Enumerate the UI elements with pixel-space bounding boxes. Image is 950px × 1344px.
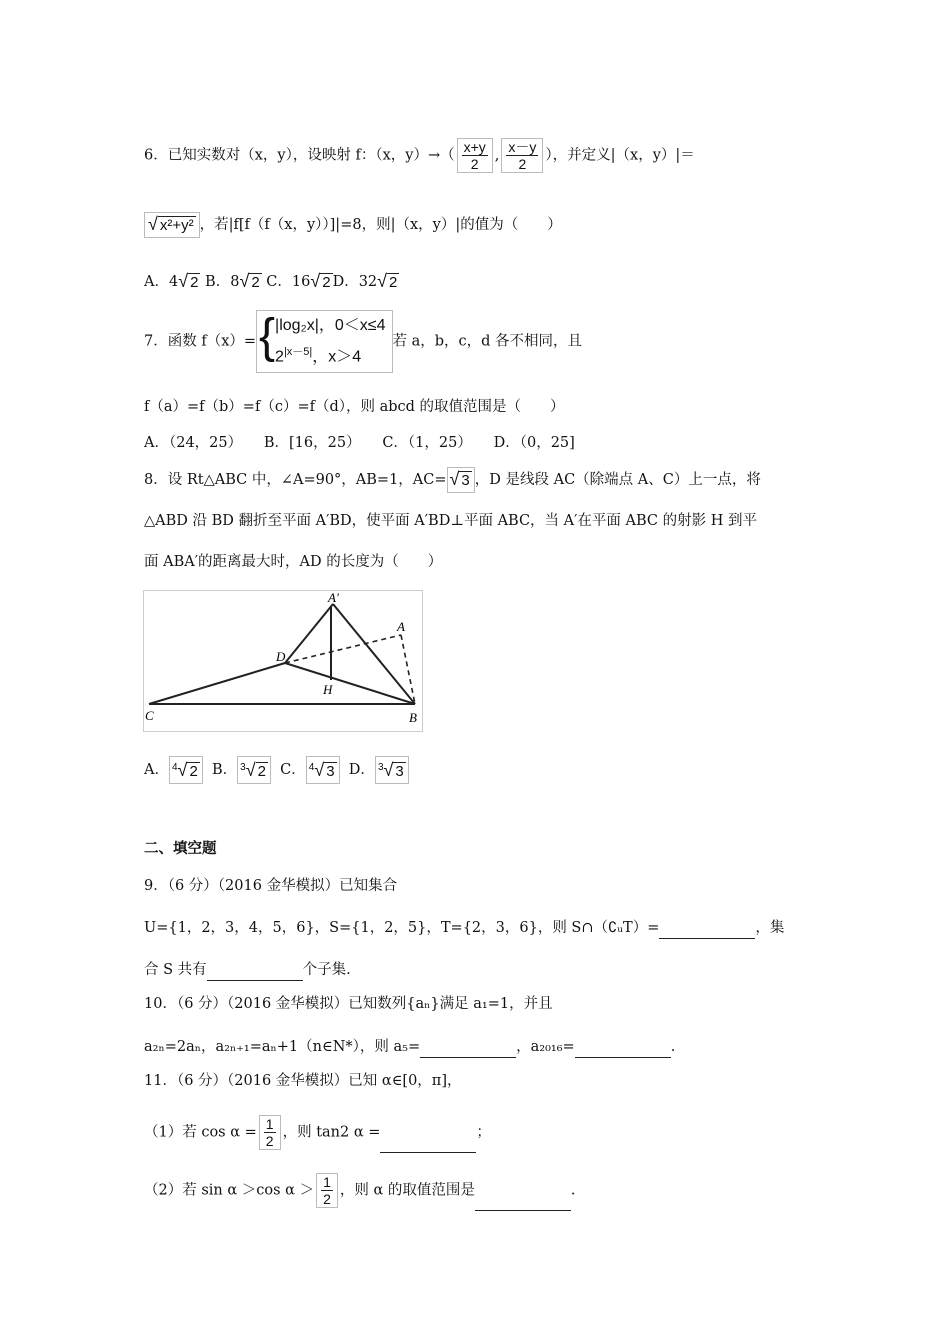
q7-line1 <box>144 310 582 373</box>
q6-opt-c: C．16 <box>266 274 311 290</box>
q7-piecewise <box>256 310 392 373</box>
q6-frac1-num: x+y <box>463 139 486 155</box>
q6-opt-a: A．4 <box>144 274 179 290</box>
q9-text-a: U={1，2，3，4，5，6}，S={1，2，5}，T={2，3，6}，则 S∩（∁ᵤT）= <box>144 920 660 936</box>
q10-line2 <box>144 1035 675 1058</box>
label-a-prime: A' <box>328 590 339 605</box>
label-d: D <box>276 649 286 664</box>
q9-text-b: ，集 <box>755 920 785 936</box>
q6-opt-d-sqrt: √ 2 <box>377 271 398 291</box>
q6-text-a: 6．已知实数对（x，y），设映射 f：（x，y）→（ <box>144 147 455 164</box>
q6-opt-c-rad: 2 <box>322 274 331 291</box>
q7-case2 <box>275 339 385 370</box>
q8-opt-a: A． <box>144 762 169 778</box>
q6-sqrt-expr: x²+y² <box>159 217 194 234</box>
q7-case1: |log₂x|，0＜x≤4 <box>275 317 386 334</box>
q10-text-c: . <box>670 1039 676 1055</box>
q11-p1-den: 2 <box>265 1133 274 1149</box>
q8-opt-c-root: $^4$√ 3 <box>306 756 340 784</box>
q11-p1-frac <box>259 1115 281 1150</box>
q6-options <box>144 270 399 294</box>
q7-prefix: 7．函数 f（x）= <box>144 333 257 350</box>
q9-line1: 9．（6 分）（2016 金华模拟）已知集合 <box>144 878 398 894</box>
q8-text-a: 8．设 Rt△ABC 中，∠A=90°，AB=1，AC= <box>144 472 447 488</box>
q6-frac2-den: 2 <box>518 156 527 172</box>
q8-figure <box>143 590 423 732</box>
q11-part1 <box>144 1112 491 1153</box>
q11-part2 <box>144 1170 576 1211</box>
q8-opt-a-root: $^4$√ 2 <box>169 756 203 784</box>
q6-sqrt: √ x²+y² <box>144 212 200 238</box>
q11-p2-frac <box>316 1173 338 1208</box>
q6-opt-b-sqrt: √ 2 <box>239 271 260 291</box>
q11-blank-1[interactable] <box>380 1112 476 1153</box>
q6-text-b: ），并定义|（x，y）|＝ <box>545 147 695 164</box>
q8-text-b: ，D 是线段 AC（除端点 A、C）上一点，将 <box>474 472 761 488</box>
q10-line1: 10．（6 分）（2016 金华模拟）已知数列{aₙ}满足 a₁=1，并且 <box>144 996 553 1012</box>
q8-opt-c-idx: 4 <box>308 762 315 773</box>
q8-opt-d-idx: 3 <box>377 762 384 773</box>
q8-line1 <box>144 467 761 493</box>
q7-case2-exp: |x－5| <box>283 346 313 358</box>
q11-p2-den: 2 <box>323 1191 331 1207</box>
q11-p2-text-b: ，则 α 的取值范围是 <box>339 1182 475 1199</box>
q9-text-d: 个子集. <box>302 962 351 978</box>
q9-text-c: 合 S 共有 <box>144 962 207 978</box>
q9-blank-2[interactable] <box>207 958 303 981</box>
q8-opt-c: C． <box>280 762 306 778</box>
q6-line2 <box>144 212 562 238</box>
q7-brace: { <box>259 310 276 363</box>
q8-opt-d-root: $^3$√ 3 <box>375 756 409 784</box>
q10-blank-1[interactable] <box>420 1035 516 1058</box>
q7-line2: f（a）=f（b）=f（c）=f（d），则 abcd 的取值范围是（ ） <box>144 399 565 415</box>
q11-p2-text-c: . <box>570 1182 576 1199</box>
q8-opt-b-rad: 2 <box>257 763 266 780</box>
q8-line3: 面 ABA′的距离最大时，AD 的长度为（ ） <box>144 554 443 570</box>
q8-opt-b-root: $^3$√ 2 <box>237 756 271 784</box>
label-a: A <box>397 619 405 634</box>
q10-text-a: a₂ₙ=2aₙ，a₂ₙ₊₁=aₙ+1（n∈N*），则 a₅= <box>144 1039 421 1055</box>
label-h: H <box>323 682 333 697</box>
q6-frac1-den: 2 <box>470 156 479 172</box>
q11-line1: 11．（6 分）（2016 金华模拟）已知 α∈[0，π]， <box>144 1073 462 1089</box>
q7-case2-tail: ，x＞4 <box>312 348 362 366</box>
q8-opt-d-rad: 3 <box>395 763 404 780</box>
q8-opt-a-rad: 2 <box>189 763 198 780</box>
q9-blank-1[interactable] <box>659 916 755 939</box>
q6-opt-c-sqrt: √ 2 <box>310 271 331 291</box>
q6-opt-a-rad: 2 <box>190 274 199 291</box>
q6-frac-2 <box>501 138 543 173</box>
q7-case2-base: 2 <box>275 348 284 366</box>
q8-ac-rad: 3 <box>461 472 470 489</box>
label-b: B <box>409 710 417 725</box>
q8-opt-d: D． <box>348 762 375 778</box>
q7-suffix: 若 a，b，c，d 各不相同，且 <box>392 333 583 350</box>
q8-opt-c-rad: 3 <box>326 763 335 780</box>
section-heading: 二、填空题 <box>144 841 217 857</box>
q6-text-line2: ，若|f[f（f（x，y））]|=8，则|（x，y）|的值为（ ） <box>199 217 562 233</box>
q10-text-b: ，a₂₀₁₆= <box>516 1039 575 1055</box>
label-c: C <box>145 708 154 723</box>
q8-line2: △ABD 沿 BD 翻折至平面 A′BD，使平面 A′BD⊥平面 ABC，当 A′在平面 ABC 的射影 H 到平 <box>144 513 757 529</box>
q9-line3 <box>144 958 351 981</box>
q11-p2-text-a: （2）若 sin α ＞cos α ＞ <box>144 1182 315 1199</box>
q6-opt-b: B．8 <box>205 274 240 290</box>
q6-opt-d-rad: 2 <box>389 274 398 291</box>
q6-opt-b-rad: 2 <box>251 274 260 291</box>
q6-frac-1 <box>457 138 493 173</box>
q11-p2-num: 1 <box>323 1174 331 1190</box>
q10-blank-2[interactable] <box>575 1035 671 1058</box>
q6-opt-d: D．32 <box>332 274 378 290</box>
q6-opt-a-sqrt: √ 2 <box>178 271 199 291</box>
q11-p1-text-a: （1）若 cos α = <box>144 1124 257 1141</box>
q11-p1-num: 1 <box>265 1116 274 1132</box>
q8-options <box>144 756 409 784</box>
q6-frac2-num: x－y <box>508 139 537 155</box>
q8-opt-b: B． <box>212 762 238 778</box>
q9-line2 <box>144 916 784 939</box>
q8-ac-sqrt: √ 3 <box>447 467 475 493</box>
q8-opt-b-idx: 3 <box>240 762 246 773</box>
q11-blank-2[interactable] <box>475 1170 571 1211</box>
q7-options: A．（24，25） B．[16，25） C．（1，25） D．（0，25] <box>144 435 575 451</box>
q11-p1-text-b: ，则 tan2 α = <box>282 1124 381 1141</box>
q8-opt-a-idx: 4 <box>171 762 178 773</box>
q11-p1-text-c: ； <box>476 1124 491 1141</box>
q6-line1: 6．已知实数对（x，y），设映射 f：（x，y）→（ $\frac{x+y}{2}$ , $\frac{x-y}{2}$ ），并定义|（x，y）|＝ <box>144 139 695 172</box>
